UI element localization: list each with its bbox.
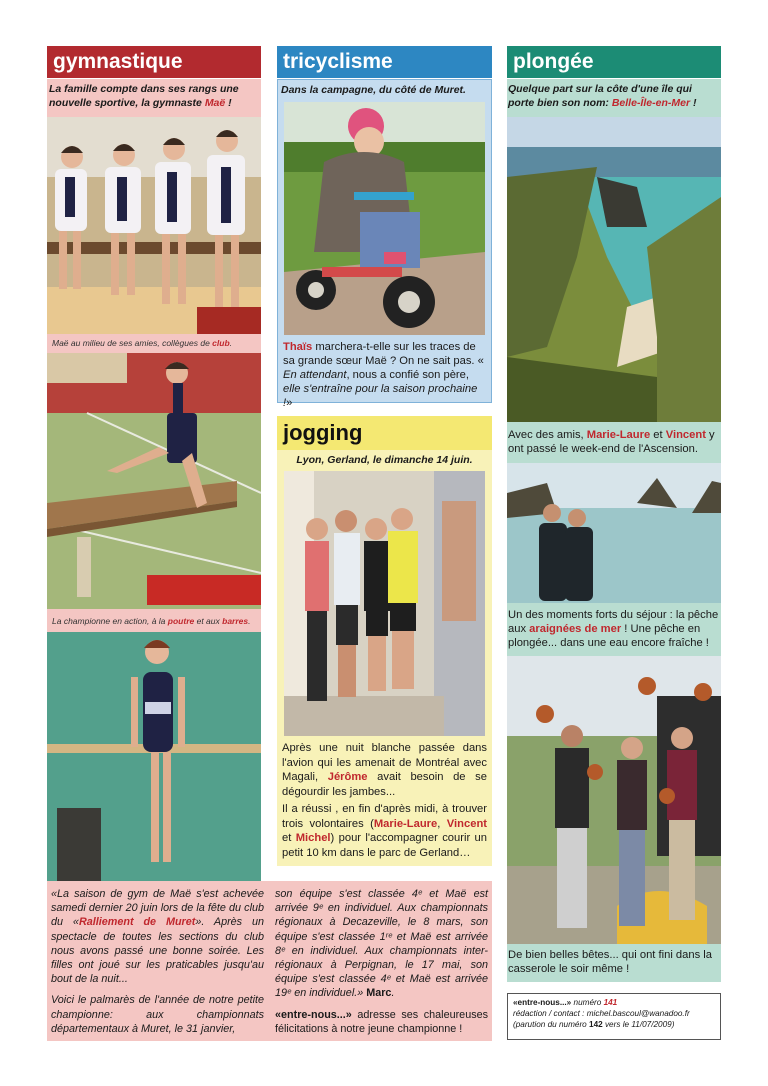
article-column-2: son équipe s'est classée 4ᵉ et Maë est arrivée 9ᵉ en individuel. Aux championnats régionaux à Decazeville, le 8 mars, son équipe s'est classée 1ʳᵉ et Maë est arrivée 8ᵉ en individuel. Aux championnats inter-régionaux à Perpignan, le 17 mai, son équipe s'est classée 4ᵉ et Maë est arrivée 19ᵉ en individuel.» Marc. «entre-nous...» adresse ses chaleureuses félicitations à notre jeune championne ! [275, 888, 488, 1035]
tricyclisme-text: Thaïs marchera-t-elle sur les traces de sa grande sœur Maë ? On ne sait pas. « En attendant, nous a confié son père, elle s'entraîne pour la saison prochaine !» [283, 341, 484, 409]
footer-issue: «entre-nous...» numéro 141 [513, 998, 618, 1007]
plongee-lead: Quelque part sur la côte d'une île qui porte bien son nom: Belle-Île-en-Mer ! [508, 83, 697, 109]
jogging-paragraph-1: Après une nuit blanche passée dans l'avion qui les amenait de Montréal avec Magali, Jérôme avait besoin de se dégourdir les jambes... [282, 742, 487, 798]
plongee-text-3: De bien belles bêtes... qui ont fini dans la casserole le soir même ! [508, 949, 712, 975]
gymnasts-group-photo [47, 117, 261, 334]
uneven-bars-photo [47, 632, 261, 881]
footer-contact: rédaction / contact : michel.bascoul@wanadoo.fr [513, 1009, 690, 1018]
tricyclisme-lead: Dans la campagne, du côté de Muret. [281, 84, 466, 96]
jogging-group-photo [284, 471, 485, 736]
footer-next-issue: (parution du numéro 142 vers le 11/07/2009) [513, 1020, 675, 1029]
tricycle-photo [284, 102, 485, 335]
spider-crabs-photo [507, 656, 721, 944]
jogging-title: jogging [277, 416, 492, 450]
balance-beam-photo [47, 353, 261, 609]
newsletter-footer [507, 993, 721, 1040]
gymnastique-caption-1: Maë au milieu de ses amies, collègues de club. [52, 338, 233, 348]
gymnastique-caption-2: La championne en action, à la poutre et aux barres. [52, 616, 251, 626]
belle-ile-coast-photo [507, 117, 721, 422]
plongee-text-2: Un des moments forts du séjour : la pêche aux araignées de mer ! Une pêche en plongée... dans une eau encore fraîche ! [508, 609, 719, 649]
gymnastique-lead: La famille compte dans ses rangs une nouvelle sportive, la gymnaste Maë ! [49, 83, 239, 109]
article-palmares-intro: Voici le palmarès de l'année de notre petite championne: aux championnats départementaux à Muret, le 31 janvier, [51, 994, 264, 1035]
divers-photo [507, 463, 721, 603]
plongee-text-1: Avec des amis, Marie-Laure et Vincent y ont passé le week-end de l'Ascension. [508, 429, 715, 455]
article-congratulations: «entre-nous...» adresse ses chaleureuses félicitations à notre jeune championne ! [275, 1008, 488, 1035]
jogging-paragraph-2: Il a réussi , en fin d'après midi, à trouver trois volontaires (Marie-Laure, Vincent et Michel) pour l'accompagner courir un petit 10 km dans le parc de Gerland… [282, 803, 488, 859]
tricyclisme-title: tricyclisme [277, 46, 492, 78]
gymnastique-title: gymnastique [47, 46, 261, 78]
plongee-title: plongée [507, 46, 721, 78]
article-column-1: «La saison de gym de Maë s'est achevée samedi dernier 20 juin lors de la fête du club du «Ralliement de Muret». Après un spectacle de toutes les sections du club nous avons passé une bonne soirée. Les filles ont joué sur les praticables jusqu'au bout de la nuit... Voici le palmarès de l'année de notre petite championne: aux championnats départementaux à Muret, le 31 janvier, [51, 888, 265, 1035]
jogging-lead: Lyon, Gerland, le dimanche 14 juin. [296, 454, 473, 466]
